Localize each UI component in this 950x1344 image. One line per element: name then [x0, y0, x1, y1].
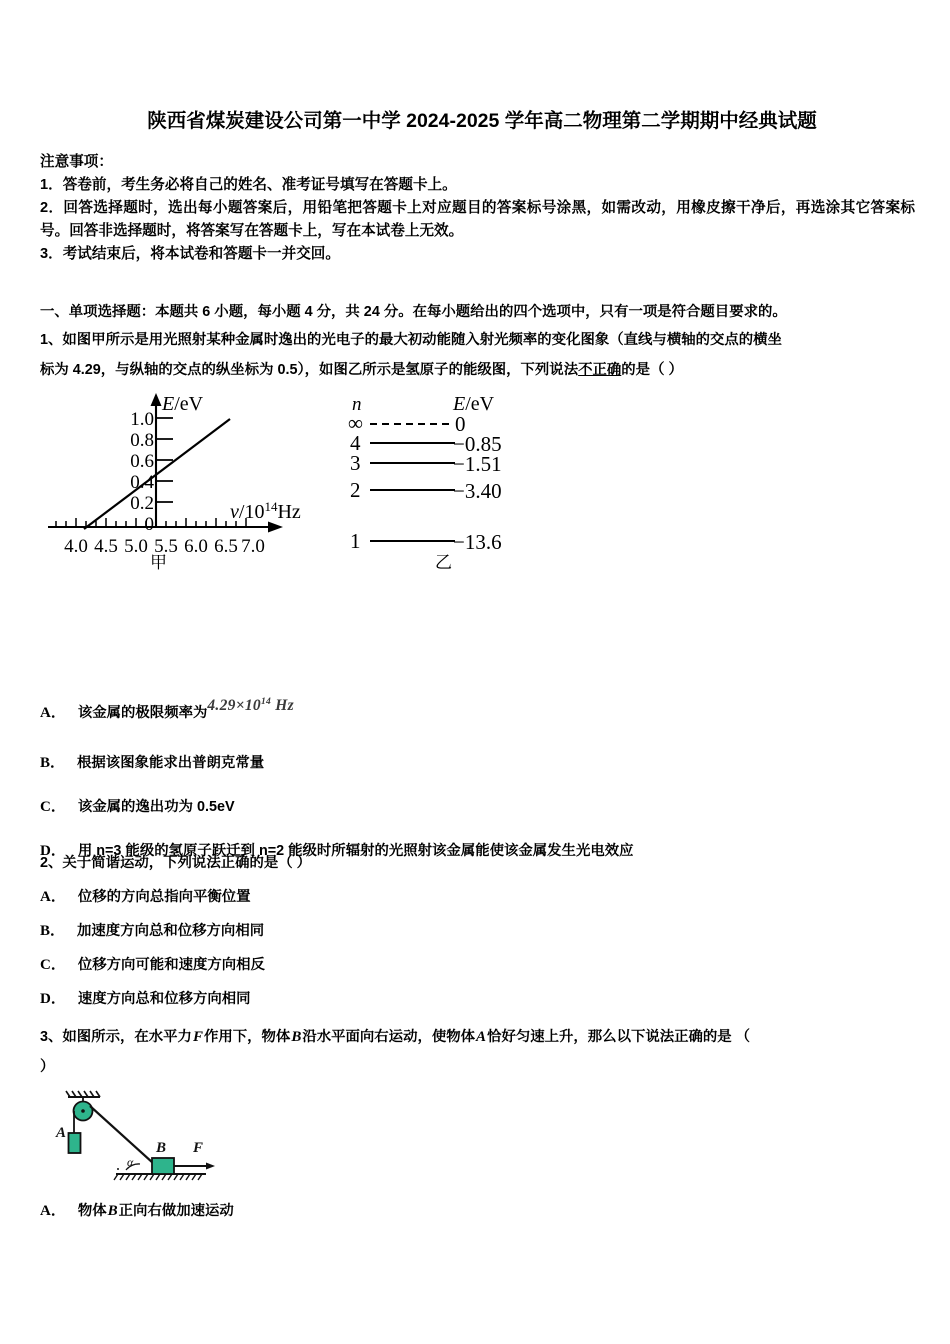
section-heading: 一、单项选择题：本题共 6 小题，每小题 4 分，共 24 分。在每小题给出的四个选项中，只有一项是符合题目要求的。: [40, 304, 787, 320]
svg-text:6.5: 6.5: [214, 536, 238, 557]
question-3-body-a-symbol: A: [476, 1029, 487, 1045]
q2-option-c: [40, 954, 265, 976]
block-a-label: A: [56, 1125, 67, 1141]
q1-option-c-text: 该金属的逸出功为 0.5eV: [77, 799, 235, 815]
svg-text:1: 1: [350, 529, 361, 553]
figure-jia-caption: 甲: [150, 553, 167, 572]
notice-item-3: 3．考试结束后，将本试卷和答题卡一并交回。: [40, 246, 340, 262]
question-1-stem: [40, 325, 916, 385]
question-1-line2: [40, 355, 916, 385]
svg-text:0.4: 0.4: [130, 472, 154, 493]
q2-option-a-text: 位移的方向总指向平衡位置: [77, 889, 251, 905]
q3-option-a-symbol: B: [107, 1203, 118, 1219]
notice-heading: 注意事项：: [40, 154, 113, 170]
page-title: 陕西省煤炭建设公司第一中学 2024-2025 学年高二物理第二学期期中经典试题: [147, 110, 817, 132]
force-f-label: F: [193, 1140, 204, 1156]
q3-option-a-text-a: 物体: [77, 1203, 107, 1219]
q1-option-c: [40, 796, 235, 818]
svg-text:0.8: 0.8: [130, 430, 154, 451]
svg-text:−0.85: −0.85: [453, 432, 502, 456]
svg-text:6.0: 6.0: [184, 536, 208, 557]
q2-option-b-letter: B．: [40, 923, 66, 939]
q1-option-d-letter: D．: [40, 843, 66, 859]
q3-option-a-letter: A．: [40, 1203, 66, 1219]
figure-yi-caption: 乙: [435, 553, 452, 572]
q1-option-c-letter: C．: [40, 799, 66, 815]
question-3-body-b-symbol: B: [291, 1029, 302, 1045]
q3-option-a: [40, 1200, 234, 1222]
svg-text:−1.51: −1.51: [453, 452, 502, 476]
svg-text:0.6: 0.6: [130, 451, 154, 472]
figure-group-q1: [40, 390, 600, 590]
rope-incline: [90, 1106, 153, 1163]
question-2-number: 2、: [40, 855, 63, 871]
notice-block: [40, 150, 915, 266]
question-3-line1-c: 沿水平面向右运动，使物体: [302, 1029, 476, 1045]
photoelectric-chart-svg: [40, 390, 360, 590]
svg-text:−3.40: −3.40: [453, 479, 502, 503]
energy-level-svg: [340, 390, 610, 590]
notice-item-2: 2．回答选择题时，选出每小题答案后，用铅笔把答题卡上对应题目的答案标号涂黑，如需改动，用橡皮擦干净后，再选涂其它答案标号。回答非选择题时，将答案写在答题卡上，写在本试卷上无效。: [40, 200, 915, 239]
q1-option-a-text: 该金属的极限频率为: [77, 705, 208, 722]
svg-text:E/eV: E/eV: [453, 393, 495, 415]
svg-text:4.5: 4.5: [94, 536, 118, 557]
block-b: [152, 1158, 174, 1174]
q1-option-a: [40, 698, 294, 724]
q1-option-a-formula: [207, 697, 294, 714]
question-3-line2: ）: [40, 1059, 55, 1075]
q1-option-a-formula-unit: Hz: [271, 697, 294, 715]
q2-option-c-letter: C．: [40, 957, 66, 973]
question-1-number: 1、: [40, 332, 63, 348]
question-2-stem: [40, 848, 916, 878]
svg-text:3: 3: [350, 451, 361, 475]
svg-text:2: 2: [350, 478, 361, 502]
q2-option-d-text: 速度方向总和位移方向相同: [77, 991, 251, 1007]
question-3-line1-d: 恰好匀速上升，那么以下说法正确的是 （: [487, 1029, 751, 1045]
svg-text:7.0: 7.0: [241, 536, 265, 557]
svg-text:v/1014Hz: $v/10^{14}Hz$: [230, 499, 301, 523]
pulley-diagram-svg: [48, 1090, 298, 1195]
q2-option-b-text: 加速度方向总和位移方向相同: [77, 923, 265, 939]
question-2-text: 关于简谐运动，下列说法正确的是（ ）: [62, 855, 312, 871]
svg-text:0: 0: [455, 412, 466, 436]
angle-alpha-label: α: [127, 1155, 134, 1169]
q2-option-c-text: 位移方向可能和速度方向相反: [77, 957, 265, 973]
q1-option-d-text: 用 n=3 能级的氢原子跃迁到 n=2 能级时所辐射的光照射该金属能使该金属发生光电效应: [77, 843, 634, 859]
svg-text:0: 0: [144, 514, 154, 535]
q1-option-b-letter: B．: [40, 755, 66, 771]
svg-text:4: 4: [350, 431, 361, 455]
q1-option-b-text: 根据该图象能求出普朗克常量: [77, 755, 265, 771]
question-1-line1: 如图甲所示是用光照射某种金属时逸出的光电子的最大初动能随入射光频率的变化图象（直线与横轴的交点的横坐: [62, 332, 782, 348]
q2-option-d: [40, 988, 251, 1010]
question-3-number: 3、: [40, 1029, 63, 1045]
notice-item-1: 1．答卷前，考生务必将自己的姓名、准考证号填写在答题卡上。: [40, 177, 457, 193]
svg-text:5.0: 5.0: [124, 536, 148, 557]
question-3-force-symbol: F: [192, 1029, 203, 1045]
figure-yi-energy-levels: [340, 390, 610, 590]
svg-text:0.2: 0.2: [130, 493, 154, 514]
q2-option-a-letter: A．: [40, 889, 66, 905]
svg-text:−13.6: −13.6: [453, 530, 502, 554]
block-a: [69, 1133, 81, 1153]
question-1-emphasis: 不正确: [578, 362, 622, 378]
question-3-stem: [40, 1022, 916, 1082]
question-3-line1-a: 如图所示，在水平力: [62, 1029, 192, 1045]
figure-jia-photoelectric-graph: [40, 390, 360, 590]
block-b-label: B: [156, 1140, 167, 1156]
svg-text:n: n: [352, 394, 362, 415]
q1-option-b: [40, 752, 264, 774]
figure-pulley-system: [48, 1090, 298, 1195]
q1-option-a-formula-exp: 14: [260, 697, 272, 707]
svg-text:∞: ∞: [348, 411, 363, 435]
svg-text:E/eV: E/eV: [162, 393, 204, 415]
svg-text:5.5: 5.5: [154, 536, 178, 557]
q1-option-a-formula-base: 4.29×10: [207, 697, 261, 715]
q2-option-d-letter: D．: [40, 991, 66, 1007]
q3-option-a-text-b: 正向右做加速运动: [118, 1203, 234, 1219]
q2-option-a: [40, 886, 251, 908]
question-3-line1-b: 作用下，物体: [203, 1029, 291, 1045]
q2-option-b: [40, 920, 264, 942]
q1-option-a-letter: A．: [40, 705, 66, 722]
svg-text:4.0: 4.0: [64, 536, 88, 557]
question-1-line2-b: 的是（ ）: [621, 362, 683, 378]
svg-text:1.0: 1.0: [130, 409, 154, 430]
question-1-line2-a: 标为 4.29，与纵轴的交点的纵坐标为 0.5），如图乙所示是氢原子的能级图，下列说法: [40, 362, 579, 378]
